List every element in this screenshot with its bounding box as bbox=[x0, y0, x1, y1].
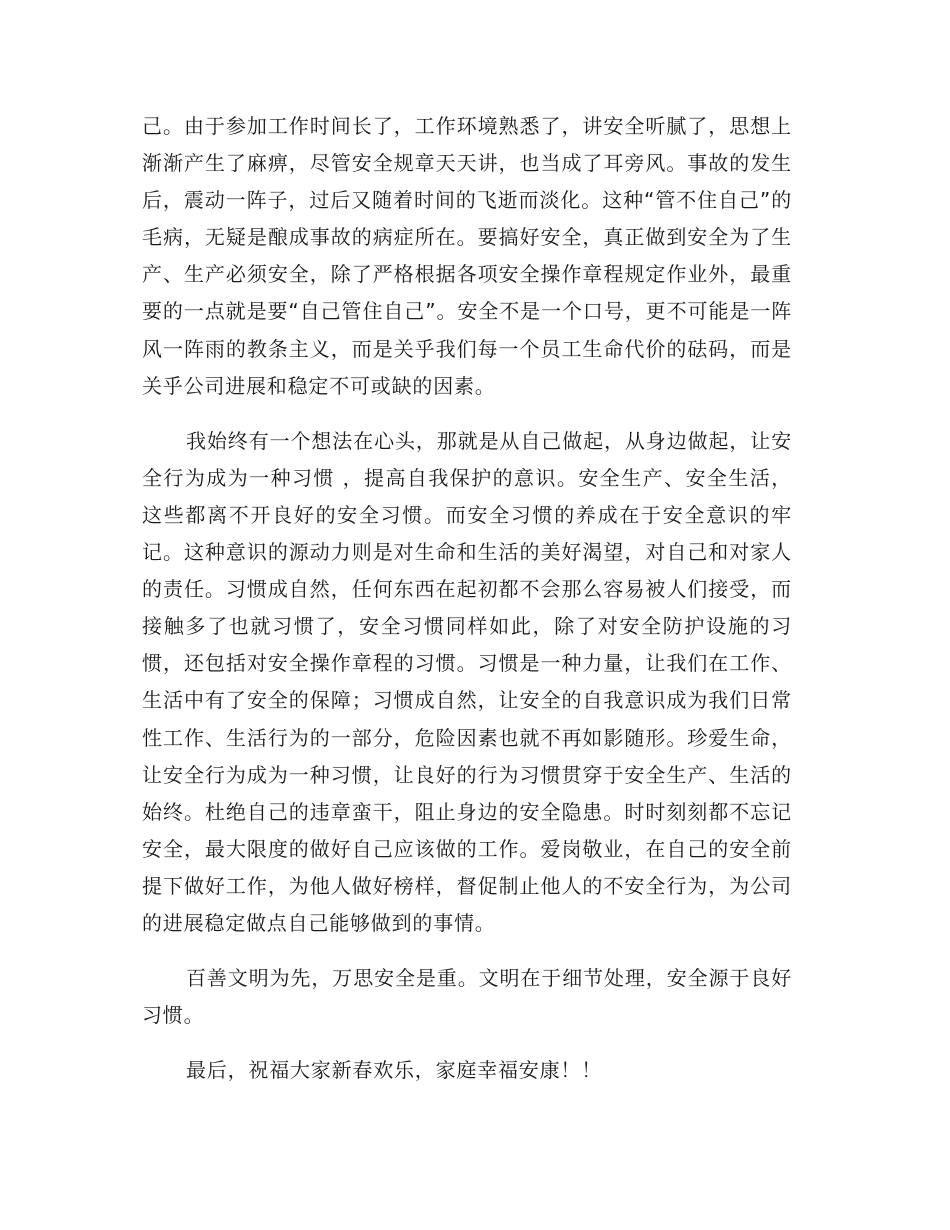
paragraph-continuation: 己。由于参加工作时间长了，工作环境熟悉了，讲安全听腻了，思想上渐渐产生了麻痹，尽管安全规章天天讲，也当成了耳旁风。事故的发生后，震动一阵子，过后又随着时间的飞逝而淡化。这种“管不住自己”的毛病，无疑是酿成事故的病症所在。要搞好安全，真正做到安全为了生产、生产必须安全，除了严格根据各项安全操作章程规定作业外，最重要的一点就是要“自己管住自己”。安全不是一个口号，更不可能是一阵风一阵雨的教条主义，而是关乎我们每一个员工生命代价的砝码，而是关乎公司进展和稳定不可或缺的因素。 bbox=[142, 114, 792, 398]
paragraph-new-year-wishes: 最后，祝福大家新春欢乐，家庭幸福安康！！ bbox=[186, 1058, 602, 1083]
paragraph-civility: 百善文明为先，万思安全是重。文明在于细节处理，安全源于良好习惯。 bbox=[142, 966, 792, 1028]
paragraph-safety-habit: 我始终有一个想法在心头，那就是从自己做起，从身边做起，让安全行为成为一种习惯 ，提高自我保护的意识。安全生产、安全生活，这些都离不开良好的安全习惯。而安全习惯的养成在于安全意识的牢记。这种意识的源动力则是对生命和生活的美好渴望，对自己和对家人的责任。习惯成自然，任何东西在起初都不会那么容易被人们接受，而接触多了也就习惯了，安全习惯同样如此，除了对安全防护设施的习惯，还包括对安全操作章程的习惯。习惯是一种力量，让我们在工作、生活中有了安全的保障；习惯成自然，让安全的自我意识成为我们日常性工作、生活行为的一部分，危险因素也就不再如影随形。珍爱生命，让安全行为成为一种习惯，让良好的行为习惯贯穿于安全生产、生活的始终。杜绝自己的违章蛮干，阻止身边的安全隐患。时时刻刻都不忘记安全，最大限度的做好自己应该做的工作。爱岗敬业，在自己的安全前提下做好工作，为他人做好榜样，督促制止他人的不安全行为，为公司的进展稳定做点自己能够做到的事情。 bbox=[142, 428, 792, 935]
